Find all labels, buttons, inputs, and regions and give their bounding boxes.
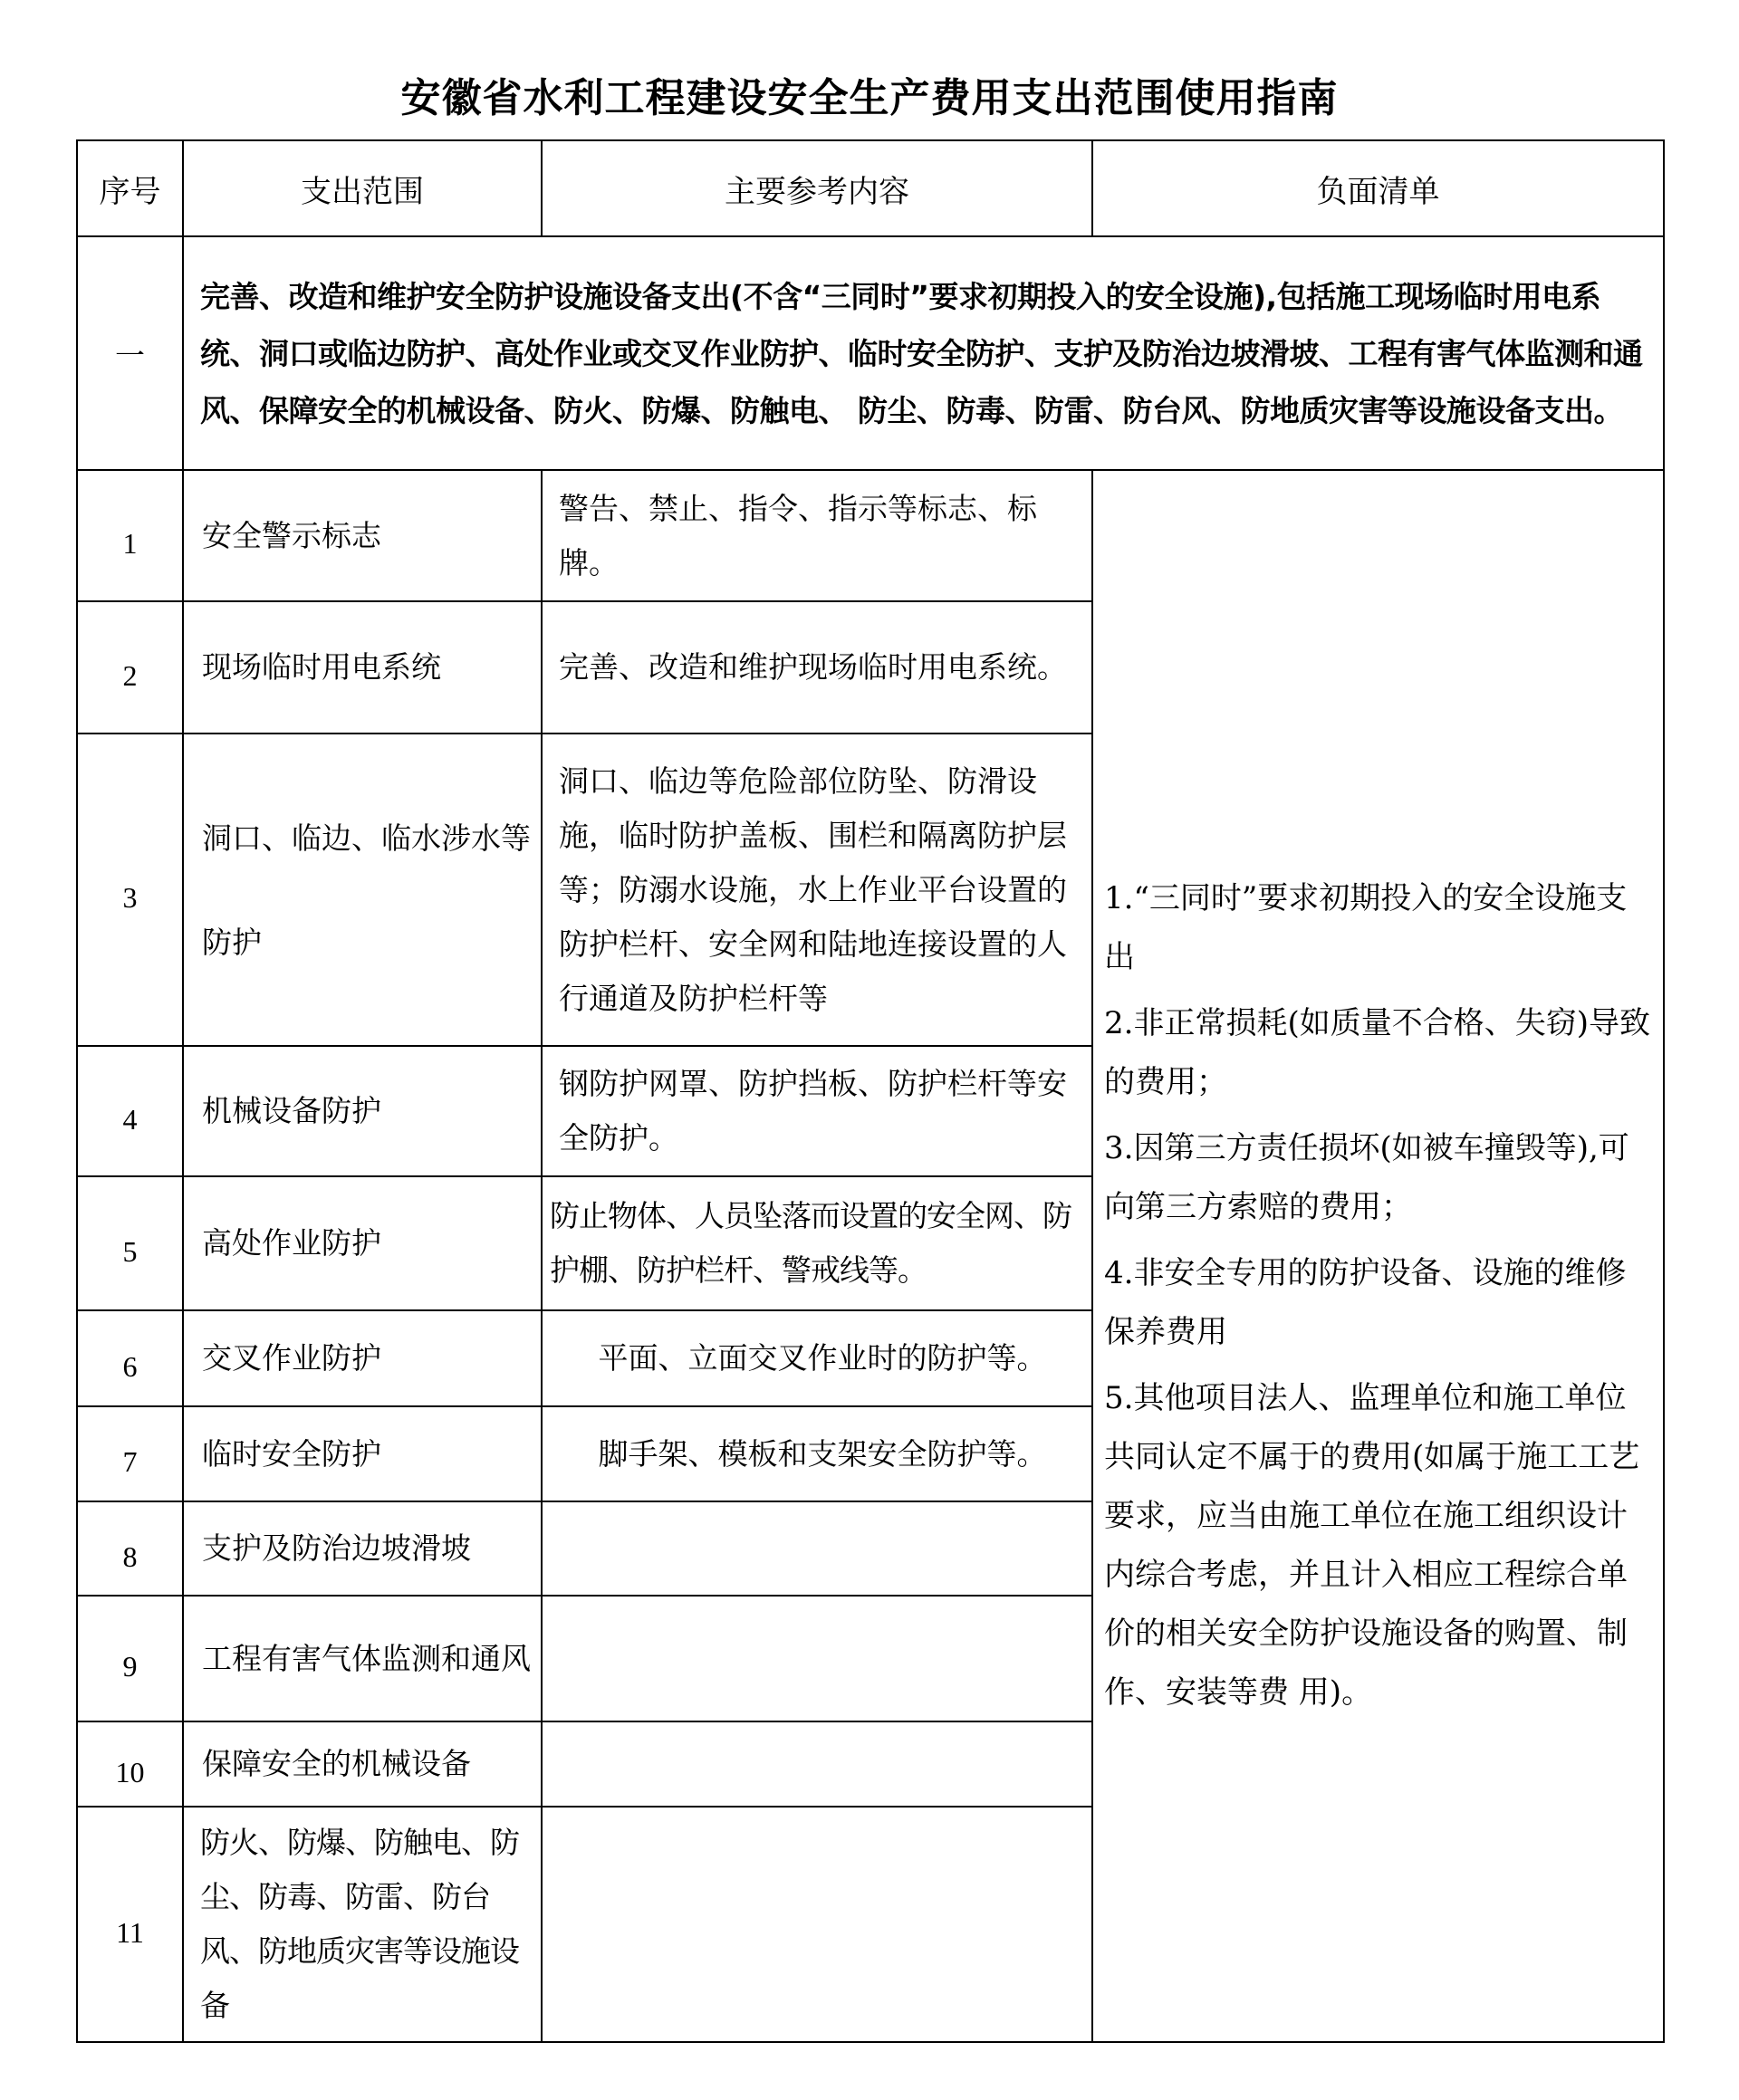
row-number: 7 xyxy=(77,1406,183,1501)
header-number: 序号 xyxy=(77,140,183,236)
row-number: 1 xyxy=(77,470,183,601)
row-scope: 交叉作业防护 xyxy=(183,1310,542,1406)
section-description: 完善、改造和维护安全防护设施设备支出(不含“三同时”要求初期投入的安全设施),包括施工现场临时用电系统、洞口或临边防护、高处作业或交叉作业防护、临时安全防护、支护及防治边坡滑坡、工程有害气体监测和通风、保障安全的机械设备、防火、防爆、防触电、 防尘、防毒、防雷、防台风、防地质灾害等设施设备支出。 xyxy=(183,236,1664,470)
row-content xyxy=(542,1596,1092,1721)
row-scope: 保障安全的机械设备 xyxy=(183,1721,542,1807)
section-number: 一 xyxy=(77,236,183,470)
negative-item: 3.因第三方责任损坏(如被车撞毁等),可向第三方索赔的费用； xyxy=(1104,1130,1629,1225)
negative-item: 5.其他项目法人、监理单位和施工单位共同认定不属于的费用(如属于施工工艺要求，应当由施工单位在施工组织设计内综合考虑，并且计入相应工程综合单价的相关安全防护设施设备的购置、制作、安装等费 用)。 xyxy=(1104,1380,1640,1711)
row-number: 5 xyxy=(77,1176,183,1310)
row-content: 钢防护网罩、防护挡板、防护栏杆等安全防护。 xyxy=(542,1046,1092,1176)
row-scope: 防火、防爆、防触电、防尘、防毒、防雷、防台风、防地质灾害等设施设备 xyxy=(183,1807,542,2042)
row-scope: 工程有害气体监测和通风 xyxy=(183,1596,542,1721)
negative-item: 2.非正常损耗(如质量不合格、失窃)导致的费用； xyxy=(1104,1005,1650,1100)
document-title: 安徽省水利工程建设安全生产费用支出范围使用指南 xyxy=(400,75,1339,121)
header-negative-list: 负面清单 xyxy=(1092,140,1664,236)
row-number: 2 xyxy=(77,601,183,734)
row-number: 8 xyxy=(77,1501,183,1596)
row-scope: 现场临时用电系统 xyxy=(183,601,542,734)
row-scope: 支护及防治边坡滑坡 xyxy=(183,1501,542,1596)
row-scope: 洞口、临边、临水涉水等防护 xyxy=(183,734,542,1046)
row-content: 完善、改造和维护现场临时用电系统。 xyxy=(542,601,1092,734)
negative-item: 4.非安全专用的防护设备、设施的维修保养费用 xyxy=(1104,1255,1627,1350)
row-content xyxy=(542,1807,1092,2042)
header-scope: 支出范围 xyxy=(183,140,542,236)
row-content: 警告、禁止、指令、指示等标志、标牌。 xyxy=(542,470,1092,601)
row-number: 10 xyxy=(77,1721,183,1807)
table-row xyxy=(77,470,1664,601)
table-header-row xyxy=(77,140,1664,236)
row-content xyxy=(542,1501,1092,1596)
row-scope: 高处作业防护 xyxy=(183,1176,542,1310)
expense-guide-table xyxy=(76,139,1665,2043)
row-content xyxy=(542,1721,1092,1807)
negative-list-cell xyxy=(1092,470,1664,2042)
row-scope: 安全警示标志 xyxy=(183,470,542,601)
row-content: 脚手架、模板和支架安全防护等。 xyxy=(542,1406,1092,1501)
row-number: 9 xyxy=(77,1596,183,1721)
section-row xyxy=(77,236,1664,470)
row-number: 4 xyxy=(77,1046,183,1176)
row-content: 防止物体、人员坠落而设置的安全网、防护棚、防护栏杆、警戒线等。 xyxy=(542,1176,1092,1310)
row-number: 11 xyxy=(77,1807,183,2042)
row-number: 6 xyxy=(77,1310,183,1406)
row-number: 3 xyxy=(77,734,183,1046)
row-scope: 临时安全防护 xyxy=(183,1406,542,1501)
negative-item: 1.“三同时”要求初期投入的安全设施支出 xyxy=(1104,880,1628,975)
row-content: 平面、立面交叉作业时的防护等。 xyxy=(542,1310,1092,1406)
row-content: 洞口、临边等危险部位防坠、防滑设施，临时防护盖板、围栏和隔离防护层等；防溺水设施，水上作业平台设置的防护栏杆、安全网和陆地连接设置的人行通道及防护栏杆等 xyxy=(542,734,1092,1046)
header-content: 主要参考内容 xyxy=(542,140,1092,236)
row-scope: 机械设备防护 xyxy=(183,1046,542,1176)
